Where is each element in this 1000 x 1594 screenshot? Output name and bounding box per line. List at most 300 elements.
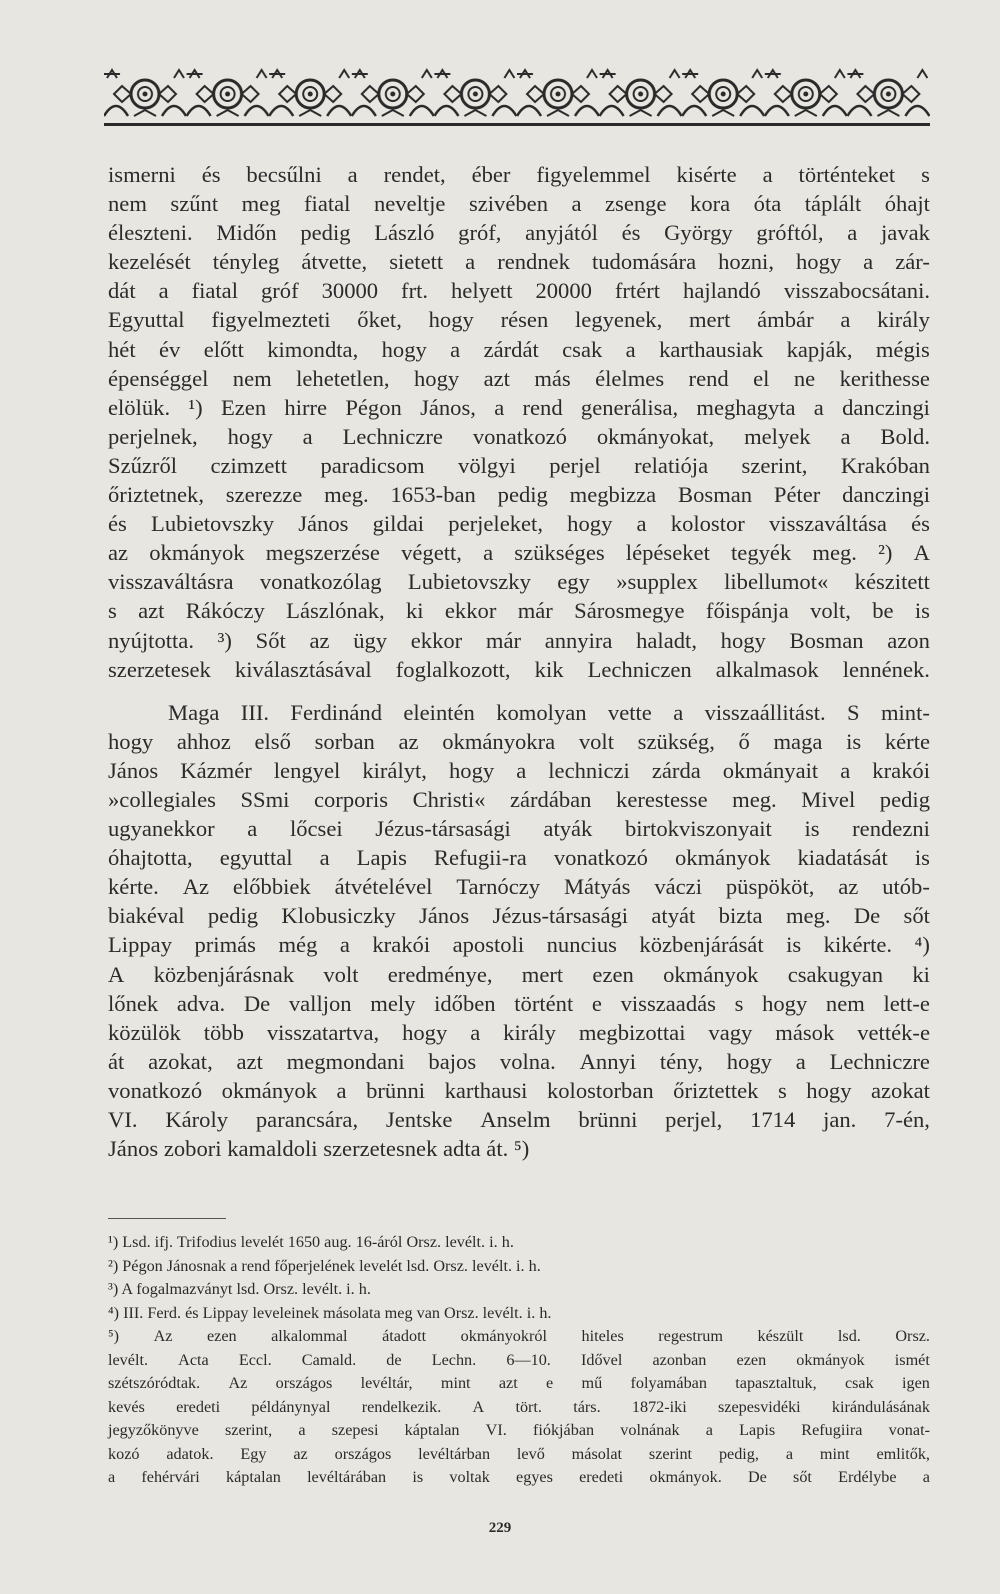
word: kapják, <box>786 336 853 362</box>
page-number: 229 <box>488 1520 512 1536</box>
text-line <box>108 538 930 567</box>
word: élelmes <box>595 365 665 391</box>
word: adatok. <box>166 1444 214 1463</box>
word: haladt, <box>636 627 697 653</box>
word: figyelmezteti <box>211 307 331 333</box>
footnote-line <box>108 1466 930 1490</box>
word: a <box>108 1468 116 1486</box>
word: mint- <box>880 699 930 725</box>
word: szükséges <box>514 540 605 566</box>
word: visszabocsátani. <box>783 278 930 304</box>
word: vonatkozó <box>472 423 567 449</box>
word: okmányokról <box>460 1327 547 1345</box>
word: mások <box>775 1019 835 1045</box>
word: a <box>450 336 461 362</box>
word: hogy <box>726 1048 772 1074</box>
word: sőt <box>903 903 930 929</box>
word: át <box>108 1048 125 1074</box>
word: ekkor <box>410 627 463 653</box>
word: tény, <box>659 1048 703 1074</box>
word: okmányok <box>663 961 759 987</box>
word: kiválasztásával <box>234 656 372 682</box>
word: Jentske <box>385 1107 453 1132</box>
word: óhajtotta, <box>108 845 193 871</box>
word: s <box>777 1077 787 1103</box>
word: hozni, <box>718 249 774 275</box>
word: csak <box>844 1374 874 1392</box>
word: s <box>921 162 930 187</box>
text-line <box>108 901 930 930</box>
word: Tarnóczy <box>456 874 541 900</box>
word: a <box>336 1077 347 1103</box>
word: is <box>804 816 820 842</box>
word: okmányait <box>722 757 819 783</box>
word: corporis <box>313 786 389 812</box>
word: azokat, <box>148 1048 213 1074</box>
word: ²) <box>878 540 893 566</box>
word: maga <box>773 728 823 754</box>
word: ezen <box>592 961 634 987</box>
word: pedig <box>497 482 548 508</box>
word: hogy <box>806 1077 852 1103</box>
text-line <box>108 218 930 247</box>
word: ámbár <box>757 307 814 333</box>
word: jegyzőkönyve <box>108 1421 199 1439</box>
word: meghagyta <box>696 394 796 420</box>
word: is <box>786 932 802 958</box>
word: a <box>298 1421 306 1439</box>
word: ő <box>738 728 750 754</box>
word: Camald. <box>301 1350 357 1369</box>
word: Mivel <box>801 786 856 812</box>
word: Az <box>228 1374 248 1392</box>
word: voltak <box>449 1468 490 1486</box>
text-line <box>108 989 930 1018</box>
word: tegyék <box>731 540 792 566</box>
word: átadott <box>382 1327 427 1345</box>
word: mint <box>440 1374 471 1392</box>
word: a <box>840 757 851 783</box>
word: Orsz. <box>895 1327 930 1345</box>
text-line <box>108 930 930 959</box>
word: szerezze <box>225 482 303 508</box>
word: kora <box>690 191 731 217</box>
word: volna. <box>499 1048 556 1074</box>
word: kezelését <box>108 249 191 275</box>
word: Az <box>182 874 210 900</box>
word: kolostor <box>670 511 745 537</box>
word: hogy <box>402 1019 448 1045</box>
word: az <box>838 874 859 900</box>
word: a <box>158 278 169 304</box>
word: okmányokat, <box>596 423 715 449</box>
word: és <box>201 162 221 187</box>
word: Lapis <box>356 845 407 871</box>
word: frtért <box>614 278 661 304</box>
word: a <box>795 1048 806 1074</box>
word: János <box>108 757 159 783</box>
word: Eccl. <box>238 1350 272 1369</box>
word: a <box>863 249 874 275</box>
word: Kázmér <box>180 757 252 783</box>
word: László <box>374 220 435 246</box>
word: azokat <box>871 1077 930 1103</box>
word: lennének. <box>842 656 930 682</box>
word: Christi« <box>412 786 486 812</box>
word: gróf, <box>458 220 502 246</box>
word: a <box>813 394 824 420</box>
word: közülök <box>108 1019 181 1045</box>
word: János, <box>420 394 476 420</box>
word: csak <box>562 336 603 362</box>
word: 1714 <box>750 1107 796 1132</box>
word: fiatal <box>191 278 238 304</box>
word: meg. <box>324 482 369 508</box>
word: ki <box>406 598 424 624</box>
word: királyt, <box>362 757 427 783</box>
word: paradicsom <box>320 452 425 478</box>
word: lehetetlen, <box>296 365 390 391</box>
word: szepesi <box>331 1421 379 1439</box>
word: Refugiira <box>801 1421 863 1439</box>
word: Acta <box>178 1350 209 1369</box>
text-line <box>108 960 930 989</box>
word: zsenge <box>605 191 667 217</box>
word: lengyel <box>273 757 341 783</box>
word: kérte. <box>108 874 159 900</box>
word: szerzetesek <box>108 656 211 682</box>
word: zárdában <box>509 786 592 812</box>
word: a <box>302 423 313 449</box>
word: más <box>534 365 571 391</box>
word: s <box>734 990 744 1016</box>
word: komolyan <box>496 699 587 725</box>
word: több <box>203 1019 244 1045</box>
word: kerithesse <box>839 365 930 391</box>
text-line <box>108 727 930 756</box>
word: Károly <box>165 1107 229 1132</box>
word: nem <box>108 191 147 217</box>
word: Jézus-társasági <box>492 903 629 929</box>
word: III. <box>240 699 270 725</box>
word: vagy <box>708 1019 753 1045</box>
word: főispánja <box>705 598 789 624</box>
word: foglalkozott, <box>395 656 511 682</box>
word: mégis <box>875 336 930 362</box>
word: »supplex <box>616 569 698 595</box>
word: lechniczi <box>548 757 630 783</box>
word: hogy <box>795 249 842 275</box>
word: helyett <box>451 278 513 304</box>
word: is <box>412 1468 424 1486</box>
word: a <box>494 394 505 420</box>
word: birtokviszonyait <box>624 816 772 842</box>
word: a <box>347 162 358 187</box>
word: anyjától <box>525 220 598 246</box>
word: Klobusiczky <box>281 903 396 929</box>
word: Refugii-ra <box>433 845 527 871</box>
word: danczingi <box>842 482 930 508</box>
word: ¹) <box>188 394 203 420</box>
word: szerint, <box>741 452 808 478</box>
word: ügy <box>353 627 388 653</box>
word: kikérte. <box>823 932 893 958</box>
word: hogy <box>720 627 766 653</box>
word: Bold. <box>880 423 930 449</box>
word: zár- <box>895 249 930 275</box>
word: hogy <box>227 423 273 449</box>
footnote-line <box>108 1349 930 1373</box>
word: volt <box>578 728 614 754</box>
word: Lechniczen <box>587 656 692 682</box>
word: emlitők, <box>876 1444 930 1463</box>
word: az <box>309 627 330 653</box>
word: perjel <box>549 452 601 478</box>
word: levéltár, <box>360 1374 413 1392</box>
word: kik <box>534 656 564 682</box>
word: Krakóban <box>840 452 930 478</box>
word: Bosman <box>789 627 864 653</box>
word: jan. <box>823 1107 857 1132</box>
word: adva. <box>176 990 226 1016</box>
word: másolat <box>571 1444 623 1463</box>
word: káptalan <box>226 1468 281 1486</box>
word: 1653-ban <box>390 482 476 508</box>
word: társ. <box>573 1397 601 1416</box>
word: a <box>673 699 684 725</box>
word: »collegiales <box>108 786 216 812</box>
footnotes <box>108 1231 930 1490</box>
word: gróftól, <box>756 220 824 246</box>
word: tudomására <box>591 249 697 275</box>
word: sőt <box>793 1468 812 1486</box>
text-line <box>108 872 930 901</box>
word: A <box>472 1397 485 1416</box>
word: őriztetnek, <box>108 482 204 508</box>
text-line <box>108 305 930 334</box>
word: relatiója <box>634 452 709 478</box>
word: legyenek, <box>575 307 663 333</box>
word: Lászlónak, <box>286 598 385 624</box>
word: alkalmasok <box>715 656 819 682</box>
word: pedig <box>879 786 930 812</box>
word: neveltje <box>373 191 446 217</box>
word: brünni <box>366 1077 426 1103</box>
word: ki <box>912 961 930 987</box>
word: meg. <box>812 540 857 566</box>
text-line <box>108 189 930 218</box>
word: példánynyal <box>251 1397 331 1416</box>
word: vonatkozó <box>553 845 648 871</box>
word: országos <box>275 1374 333 1392</box>
word: még <box>278 932 318 958</box>
word: hirre <box>284 394 328 420</box>
word: vonat- <box>888 1421 930 1439</box>
word: visszatartva, <box>266 1019 380 1045</box>
word: rendelkezik. <box>361 1397 442 1416</box>
word: S <box>847 699 860 725</box>
word: azt <box>236 1048 263 1074</box>
word: lőcsei <box>289 816 343 842</box>
word: végett, <box>401 540 462 566</box>
word: megbizza <box>569 482 657 508</box>
word: szűnt <box>170 191 219 217</box>
text-line <box>108 422 930 451</box>
word: meg. <box>732 786 777 812</box>
word: lőnek <box>108 990 159 1016</box>
word: okmányok <box>149 540 245 566</box>
word: visszaállitást. <box>704 699 826 725</box>
word: hogy <box>762 990 808 1016</box>
word: levélt. <box>108 1350 149 1369</box>
word: perjel, <box>665 1107 723 1132</box>
word: el <box>753 365 770 391</box>
word: Lubietovszky <box>407 569 531 595</box>
word: épenséggel <box>108 365 209 391</box>
word: Idővel <box>580 1350 623 1369</box>
footnote-line: ¹) Lsd. ifj. Trifodius levelét 1650 aug. 16-áról Orsz. levélt. i. h. <box>108 1233 514 1251</box>
word: okmányok <box>221 1077 318 1103</box>
word: volt <box>323 961 359 987</box>
word: Annyi <box>579 1048 637 1074</box>
footnote-line <box>108 1396 930 1420</box>
word: regestrum <box>658 1327 723 1345</box>
text-line <box>108 626 930 655</box>
word: okmányokra <box>442 728 556 754</box>
word: zárdát <box>483 336 539 362</box>
word: ⁴) <box>914 932 930 958</box>
word: a <box>847 220 858 246</box>
word: tapasztaltuk, <box>735 1374 817 1392</box>
word: György <box>664 220 733 246</box>
text-line <box>108 1047 930 1076</box>
word: ⁵) <box>108 1327 120 1345</box>
word: szivében <box>468 191 548 217</box>
word: kérte <box>884 728 930 754</box>
word: eredménye, <box>387 961 493 987</box>
word: is <box>846 728 862 754</box>
footnote-separator <box>108 1218 226 1219</box>
word: kiadatását <box>797 845 888 871</box>
word: első <box>254 728 291 754</box>
word: levéltárában <box>307 1468 387 1486</box>
word: lett-e <box>883 990 930 1016</box>
word: püspököt, <box>725 874 815 900</box>
word: szétszóródtak. <box>108 1374 201 1392</box>
word: hogy <box>381 336 427 362</box>
text-line <box>108 276 930 305</box>
word: perjelnek, <box>108 423 198 449</box>
word: Lippay <box>108 932 172 958</box>
word: Erdélybe <box>838 1468 897 1486</box>
word: gildai <box>372 511 425 537</box>
word: Pégon <box>345 394 402 420</box>
word: lépéseket <box>625 540 710 566</box>
word: 7-én, <box>884 1107 930 1132</box>
word: annyira <box>544 627 613 653</box>
word: azon <box>887 627 930 653</box>
word: lsd. <box>837 1327 861 1345</box>
word: rendezni <box>852 816 930 842</box>
word: ahhoz <box>176 728 231 754</box>
word: már <box>485 627 522 653</box>
text-line <box>108 785 930 814</box>
word: okmányok. <box>649 1468 722 1486</box>
word: kerestesse <box>616 786 708 812</box>
word: ugyanekkor <box>108 816 215 842</box>
word: völgyi <box>458 452 516 478</box>
word: kimondta, <box>267 336 359 362</box>
word: pedig, <box>718 1444 759 1463</box>
word: kirándulásának <box>831 1397 930 1416</box>
word: be <box>872 598 894 624</box>
word: a <box>470 1019 481 1045</box>
word: 6—10. <box>506 1350 551 1369</box>
word: ³) <box>217 627 232 653</box>
word: e <box>591 990 602 1016</box>
word: közbenjárását <box>639 932 764 958</box>
word: a <box>571 191 582 217</box>
word: éleszteni. <box>108 220 193 246</box>
word: javak <box>880 220 930 246</box>
word: Egyuttal <box>108 307 185 333</box>
word: Sárosmegye <box>574 598 685 624</box>
text-line <box>108 567 930 596</box>
word: szükség, <box>637 728 715 754</box>
word: is <box>914 598 930 624</box>
text-line <box>108 393 930 422</box>
text-line <box>108 247 930 276</box>
word: czimzett <box>210 452 287 478</box>
word: bizta <box>718 903 763 929</box>
word: Ezen <box>220 394 267 420</box>
word: a <box>636 511 647 537</box>
word: egyes <box>516 1468 553 1486</box>
word: hogy <box>413 365 460 391</box>
word: átvételével <box>334 874 433 900</box>
word: a <box>319 845 330 871</box>
word: utób- <box>882 874 930 900</box>
word: a <box>762 162 773 187</box>
word: hogy <box>567 511 613 537</box>
word: ismét <box>894 1350 930 1369</box>
word: Sőt <box>255 627 286 653</box>
word: Szűzről <box>108 452 178 478</box>
footnote-line: ²) Pégon Jánosnak a rend főperjelének levelét lsd. Orsz. levélt. i. h. <box>108 1256 541 1275</box>
word: Ferdinánd <box>290 699 382 725</box>
word: ezen <box>736 1350 767 1369</box>
body-text <box>108 160 930 1163</box>
word: folyamában <box>630 1374 707 1392</box>
word: fiatal <box>304 191 351 217</box>
word: apostoli <box>452 932 525 958</box>
word: a <box>465 249 476 275</box>
word: király <box>503 1019 556 1045</box>
text-line <box>108 509 930 538</box>
footnote-line <box>108 1443 930 1467</box>
word: Bosman <box>678 482 753 508</box>
word: egy <box>557 569 590 595</box>
text-line <box>108 756 930 785</box>
word: és <box>621 220 641 246</box>
word: nyújtotta. <box>108 627 194 653</box>
word: tényleg <box>212 249 280 275</box>
word: őriztettek <box>673 1077 759 1103</box>
text-line <box>108 1105 930 1134</box>
word: Jézus-társasági <box>375 816 511 842</box>
word: pedig <box>207 903 259 929</box>
word: a <box>840 307 851 333</box>
